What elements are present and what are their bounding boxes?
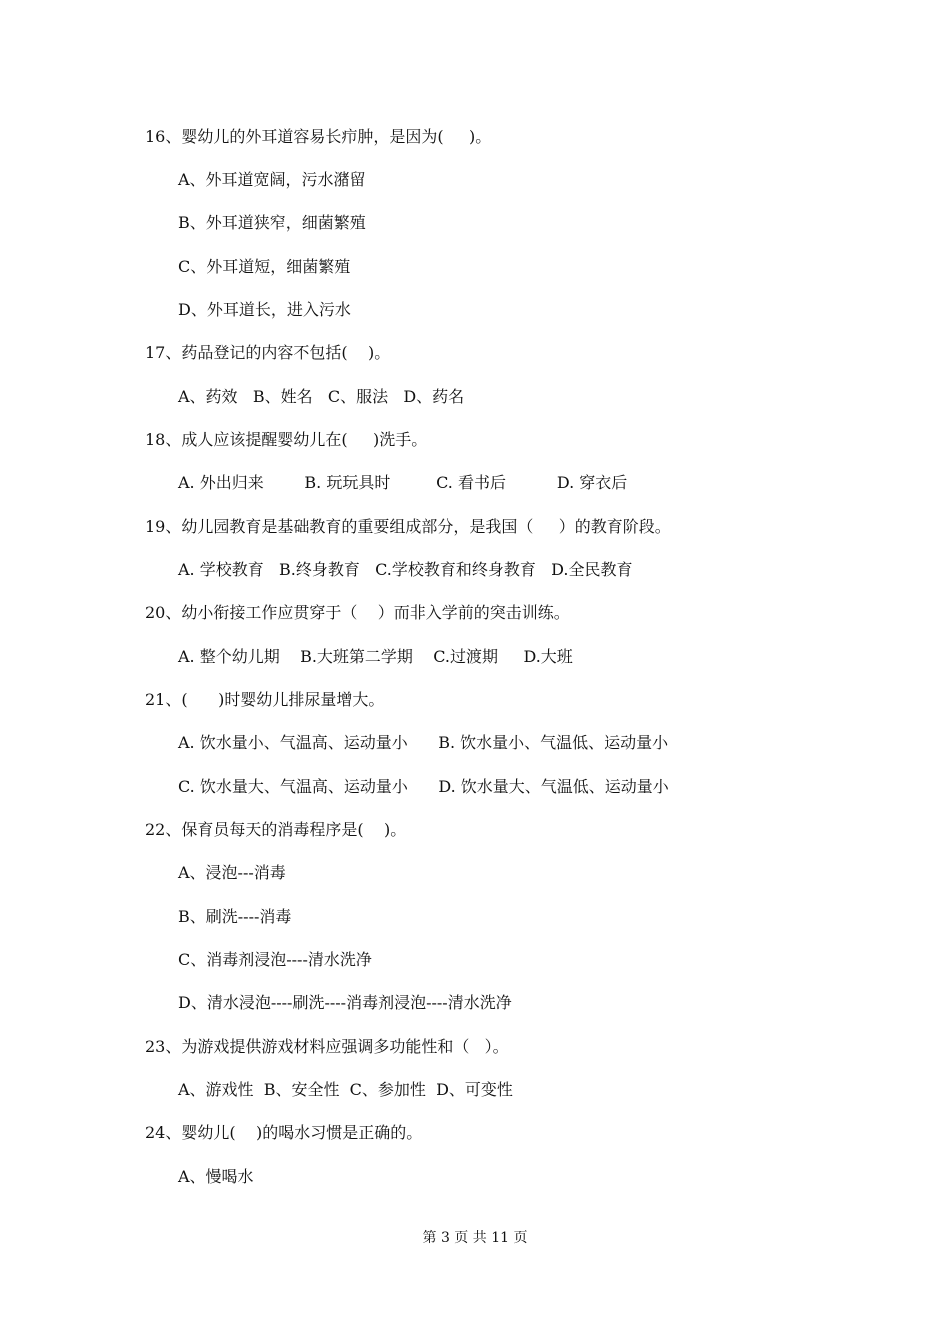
question-16-option-c: C、外耳道短，细菌繁殖 (178, 257, 351, 276)
question-20-stem: 20、幼小衔接工作应贯穿于（ ）而非入学前的突击训练。 (145, 603, 570, 622)
question-22-option-d: D、清水浸泡----刷洗----消毒剂浸泡----清水洗净 (178, 993, 512, 1012)
question-16-option-b: B、外耳道狭窄，细菌繁殖 (178, 213, 366, 232)
question-22-stem: 22、保育员每天的消毒程序是( )。 (145, 820, 407, 839)
question-21-options-row-2: C. 饮水量大、气温高、运动量小 D. 饮水量大、气温低、运动量小 (178, 777, 669, 796)
question-18-stem: 18、成人应该提醒婴幼儿在( )洗手。 (145, 430, 428, 449)
question-17-options: A、药效 B、姓名 C、服法 D、药名 (178, 387, 465, 406)
question-19-stem: 19、幼儿园教育是基础教育的重要组成部分，是我国（ ）的教育阶段。 (145, 517, 671, 536)
question-24-stem: 24、婴幼儿( )的喝水习惯是正确的。 (145, 1123, 423, 1142)
page-footer: 第 3 页 共 11 页 (422, 1230, 528, 1246)
question-20-options: A. 整个幼儿期 B.大班第二学期 C.过渡期 D.大班 (178, 647, 573, 666)
question-24-option-a: A、慢喝水 (178, 1167, 254, 1186)
question-16-option-a: A、外耳道宽阔，污水潴留 (178, 170, 366, 189)
question-22-option-a: A、浸泡---消毒 (178, 863, 286, 882)
question-23-options: A、游戏性 B、安全性 C、参加性 D、可变性 (178, 1080, 513, 1099)
question-23-stem: 23、为游戏提供游戏材料应强调多功能性和（ ）。 (145, 1037, 509, 1056)
question-16-option-d: D、外耳道长，进入污水 (178, 300, 351, 319)
question-22-option-b: B、刷洗----消毒 (178, 907, 292, 926)
question-17-stem: 17、药品登记的内容不包括( )。 (145, 343, 391, 362)
question-16-stem: 16、婴幼儿的外耳道容易长疖肿，是因为( )。 (145, 127, 492, 146)
question-22-option-c: C、消毒剂浸泡----清水洗净 (178, 950, 372, 969)
question-19-options: A. 学校教育 B.终身教育 C.学校教育和终身教育 D.全民教育 (178, 560, 633, 579)
question-21-options-row-1: A. 饮水量小、气温高、运动量小 B. 饮水量小、气温低、运动量小 (178, 733, 669, 752)
question-21-stem: 21、( )时婴幼儿排尿量增大。 (145, 690, 385, 709)
question-18-options: A. 外出归来 B. 玩玩具时 C. 看书后 D. 穿衣后 (178, 473, 628, 492)
